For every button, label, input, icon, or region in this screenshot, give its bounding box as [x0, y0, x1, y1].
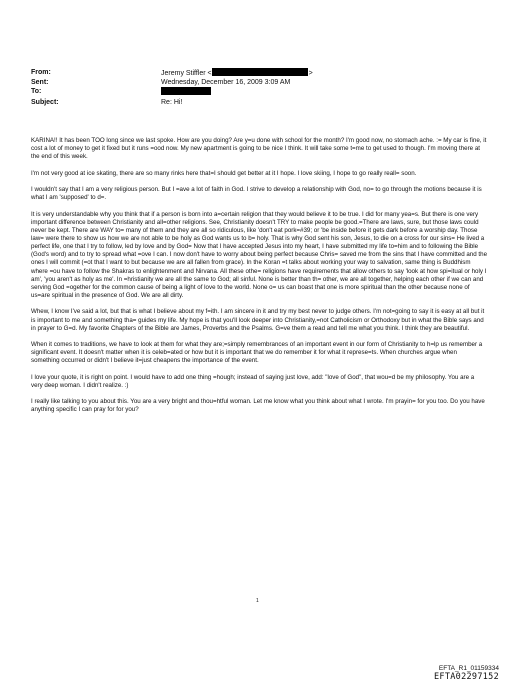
from-name: Jeremy Stiffler < [161, 70, 212, 77]
paragraph: KARINA!! It has been TOO long since we last spoke. How are you doing? Are y=u done with school for the month? I'm good now, no stomach ache. := My car is fine, it cost a lot of money to get it fixed but it runs =ood now. My new apartment is going to be nice I think. It will take some t=me to get used to though. I'm moving there at the end of this week. [31, 137, 487, 161]
paragraph: It is very understandable why you think that if a person is born into a=certain religion that they would believe it to be true. I did for many yea=s. But there is one very important difference between Christianity and all=other religions. See, Christianity doesn't TRY to make people be good.=There are laws, sure, but those laws could never be kept. There are WAY to= many of them and they are all so ridiculous, like 'don't eat pork=#39; or 'be inside before it gets dark before a worship day. Those law= were there to show us how we are not able to be holy as God wants us to b= holy. That is why God sent his son, Jesus, to die on a cross for our sins= He lived a perfect life, one that I try to follow, led by love and by God= Now that I have accepted Jesus into my heart, I have submitted my life to=him and to following the Bible (God's word) and to try to spread what =ove I can. I now don't have to worry about being perfect because Chris= saved me from the sins that I have committed and the ones I will commit (=ot that I want to but because we are all fallen from grace). In the Koran =t talks about working your way to salvation, same thing is Buddhism where =ou have to follow the Shakras to enlightenment and Nirvana. All these othe= religions have requirements that allow others to say 'look at how spi=itual or holy I am', 'you aren't as holy as me'. In =hristianity we are all the same to God; all sinful. None is better than th= other, we are all together, helping each other if we can and serving God =ogether for the common cause of being a light of love to the world. None o= us can boast that one is more spiritual than the other because none of us=are spiritual in the presence of God. We are all dirty. [31, 210, 488, 300]
from-label: From: [31, 69, 51, 76]
sent-label: Sent: [31, 78, 49, 86]
paragraph: I'm not very good at ice skating, there are so many rinks here that=I should get better at it I hope. I love skiing, I hope to go really reall= soon. [31, 169, 417, 177]
subject-row [31, 98, 491, 108]
paragraph: When it comes to traditions, we have to look at them for what they are;=simply remembrances of an important event in our form of Christianity to h=lp us remember a significant event. It doesn't matter when it is celeb=ated or how but it is important that we do remember it for what it represe=ts. When churches argue when something occurred or didn't I believe it=just cheapens the importance of the event. [31, 341, 483, 365]
subject-label: Subject: [31, 98, 59, 106]
from-row [31, 68, 491, 78]
page-number: 1 [256, 598, 259, 604]
paragraph: Whew, I know I've said a lot, but that is what I believe about my f=ith. I am sincere in it and try my best never to judge others. I'm not=going to say it is easy at all but it is important to me and something tha= guides my life. My hope is that you'll look deeper into Christianity,=not Catholicism or Orthodoxy but in what the Bible says and in prayer to G=d. My favorite Chapters of the Bible are James, Proverbs and the Psalms. G=ve them a read and tell me what you think. I think they are beautiful. [31, 308, 485, 332]
email-body [31, 137, 487, 423]
paragraph: I wouldn't say that I am a very religious person. But I =ave a lot of faith in God. I strive to develop a relationship with God, no= to go through the motions because it is what I am 'supposed' to d=. [31, 186, 482, 202]
to-row [31, 87, 491, 97]
from-end: > [308, 70, 313, 77]
subject-value: Re: Hi! [161, 98, 183, 106]
redacted-email [212, 68, 308, 76]
footer-id-2: EFTA02297152 [433, 672, 499, 682]
email-header [31, 68, 491, 107]
sent-row [31, 78, 491, 88]
redacted-recipient [161, 87, 211, 95]
to-label: To: [31, 88, 42, 95]
sent-value: Wednesday, December 16, 2009 3:09 AM [161, 78, 291, 86]
footer-id-1: EFTA_R1_01159334 [438, 665, 499, 672]
paragraph: I really like talking to you about this. You are a very bright and thou=htful woman. Let me know what you think about what I wrote. I'm prayin= for you too. Do you have anything specific I can pray for for you? [31, 398, 485, 414]
bates-footer [434, 664, 499, 682]
paragraph: I love your quote, it is right on point. I would have to add one thing =hough; instead of saying just love, add: "love of God", that wou=d be my philosophy. You are a very deep woman. I didn't realize. :) [31, 373, 475, 389]
